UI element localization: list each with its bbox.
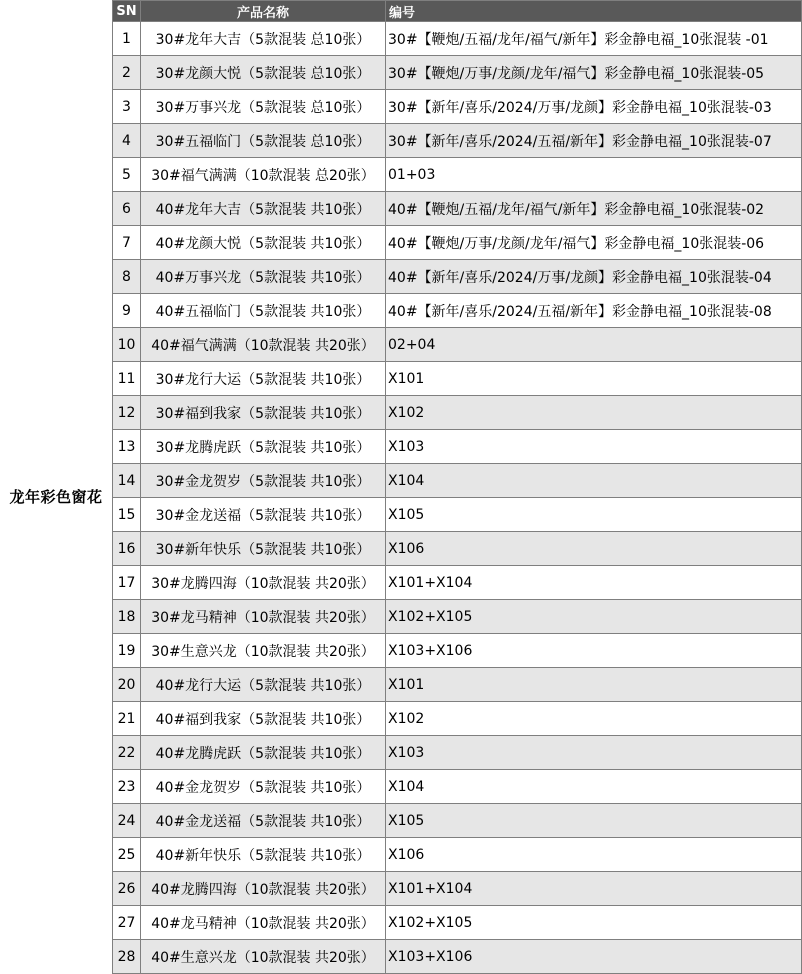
row-sn-cell: 8 <box>113 260 141 294</box>
table-row <box>113 22 802 56</box>
row-product-name-cell: 40#龙年大吉（5款混装 共10张） <box>141 192 386 226</box>
row-sn-cell: 21 <box>113 702 141 736</box>
row-code-cell: X104 <box>386 464 802 498</box>
row-product-name-cell: 30#新年快乐（5款混装 共10张） <box>141 532 386 566</box>
table-row <box>113 430 802 464</box>
table-row <box>113 56 802 90</box>
row-code-cell: X101 <box>386 668 802 702</box>
table-row <box>113 464 802 498</box>
row-sn-cell: 2 <box>113 56 141 90</box>
table-row <box>113 770 802 804</box>
row-product-name-cell: 30#龙腾虎跃（5款混装 共10张） <box>141 430 386 464</box>
header-code: 编号 <box>386 1 802 22</box>
row-sn-cell: 4 <box>113 124 141 158</box>
row-product-name-cell: 30#龙年大吉（5款混装 总10张） <box>141 22 386 56</box>
row-sn-cell: 23 <box>113 770 141 804</box>
row-product-name-cell: 40#龙腾四海（10款混装 共20张） <box>141 872 386 906</box>
row-product-name-cell: 30#五福临门（5款混装 总10张） <box>141 124 386 158</box>
row-code-cell: X102 <box>386 702 802 736</box>
table-row <box>113 158 802 192</box>
table-row <box>113 362 802 396</box>
row-code-cell: 40#【新年/喜乐/2024/万事/龙颜】彩金静电福_10张混装-04 <box>386 260 802 294</box>
row-product-name-cell: 40#新年快乐（5款混装 共10张） <box>141 838 386 872</box>
row-product-name-cell: 30#金龙送福（5款混装 共10张） <box>141 498 386 532</box>
table-row <box>113 940 802 974</box>
row-product-name-cell: 30#龙颜大悦（5款混装 总10张） <box>141 56 386 90</box>
row-code-cell: X103+X106 <box>386 940 802 974</box>
row-sn-cell: 19 <box>113 634 141 668</box>
row-product-name-cell: 40#福气满满（10款混装 共20张） <box>141 328 386 362</box>
row-sn-cell: 7 <box>113 226 141 260</box>
row-sn-cell: 20 <box>113 668 141 702</box>
table-row <box>113 90 802 124</box>
row-product-name-cell: 40#龙行大运（5款混装 共10张） <box>141 668 386 702</box>
row-product-name-cell: 40#龙马精神（10款混装 共20张） <box>141 906 386 940</box>
table-row <box>113 328 802 362</box>
row-code-cell: 40#【鞭炮/万事/龙颜/龙年/福气】彩金静电福_10张混装-06 <box>386 226 802 260</box>
row-sn-cell: 5 <box>113 158 141 192</box>
row-product-name-cell: 40#金龙送福（5款混装 共10张） <box>141 804 386 838</box>
row-sn-cell: 10 <box>113 328 141 362</box>
row-sn-cell: 22 <box>113 736 141 770</box>
row-sn-cell: 27 <box>113 906 141 940</box>
row-product-name-cell: 30#生意兴龙（10款混装 共20张） <box>141 634 386 668</box>
row-product-name-cell: 30#福到我家（5款混装 共10张） <box>141 396 386 430</box>
table-row <box>113 260 802 294</box>
row-sn-cell: 25 <box>113 838 141 872</box>
row-sn-cell: 18 <box>113 600 141 634</box>
table-row <box>113 872 802 906</box>
table-row <box>113 532 802 566</box>
header-row <box>113 1 802 22</box>
row-sn-cell: 24 <box>113 804 141 838</box>
table-row <box>113 634 802 668</box>
row-sn-cell: 1 <box>113 22 141 56</box>
row-sn-cell: 6 <box>113 192 141 226</box>
table-row <box>113 600 802 634</box>
row-code-cell: X103+X106 <box>386 634 802 668</box>
table-row <box>113 736 802 770</box>
row-product-name-cell: 30#金龙贺岁（5款混装 共10张） <box>141 464 386 498</box>
row-product-name-cell: 30#福气满满（10款混装 总20张） <box>141 158 386 192</box>
row-sn-cell: 28 <box>113 940 141 974</box>
row-code-cell: X106 <box>386 838 802 872</box>
row-product-name-cell: 40#五福临门（5款混装 共10张） <box>141 294 386 328</box>
table-row <box>113 906 802 940</box>
row-code-cell: 30#【鞭炮/万事/龙颜/龙年/福气】彩金静电福_10张混装-05 <box>386 56 802 90</box>
row-sn-cell: 13 <box>113 430 141 464</box>
row-code-cell: X105 <box>386 804 802 838</box>
row-sn-cell: 16 <box>113 532 141 566</box>
row-code-cell: 30#【新年/喜乐/2024/万事/龙颜】彩金静电福_10张混装-03 <box>386 90 802 124</box>
product-table <box>112 0 802 974</box>
row-product-name-cell: 40#金龙贺岁（5款混装 共10张） <box>141 770 386 804</box>
row-code-cell: X103 <box>386 430 802 464</box>
row-code-cell: X104 <box>386 770 802 804</box>
row-code-cell: X101 <box>386 362 802 396</box>
table-row <box>113 702 802 736</box>
row-code-cell: X106 <box>386 532 802 566</box>
row-code-cell: 02+04 <box>386 328 802 362</box>
row-code-cell: 01+03 <box>386 158 802 192</box>
row-product-name-cell: 40#龙颜大悦（5款混装 共10张） <box>141 226 386 260</box>
row-code-cell: X102 <box>386 396 802 430</box>
row-product-name-cell: 40#龙腾虎跃（5款混装 共10张） <box>141 736 386 770</box>
table-body <box>113 22 802 974</box>
row-product-name-cell: 40#万事兴龙（5款混装 共10张） <box>141 260 386 294</box>
table-row <box>113 226 802 260</box>
row-code-cell: X105 <box>386 498 802 532</box>
table-row <box>113 294 802 328</box>
row-code-cell: 30#【鞭炮/五福/龙年/福气/新年】彩金静电福_10张混装 -01 <box>386 22 802 56</box>
header-product-name: 产品名称 <box>141 1 386 22</box>
row-sn-cell: 12 <box>113 396 141 430</box>
row-product-name-cell: 30#龙行大运（5款混装 共10张） <box>141 362 386 396</box>
table-row <box>113 192 802 226</box>
table-row <box>113 668 802 702</box>
row-code-cell: 30#【新年/喜乐/2024/五福/新年】彩金静电福_10张混装-07 <box>386 124 802 158</box>
row-product-name-cell: 40#福到我家（5款混装 共10张） <box>141 702 386 736</box>
table-row <box>113 804 802 838</box>
row-code-cell: X101+X104 <box>386 566 802 600</box>
row-sn-cell: 9 <box>113 294 141 328</box>
header-sn: SN <box>113 1 141 22</box>
row-product-name-cell: 30#万事兴龙（5款混装 总10张） <box>141 90 386 124</box>
category-label: 龙年彩色窗花 <box>9 487 103 506</box>
row-code-cell: X102+X105 <box>386 906 802 940</box>
row-code-cell: X103 <box>386 736 802 770</box>
table-row <box>113 838 802 872</box>
table-row <box>113 498 802 532</box>
table-row <box>113 396 802 430</box>
row-product-name-cell: 30#龙马精神（10款混装 共20张） <box>141 600 386 634</box>
row-sn-cell: 17 <box>113 566 141 600</box>
table-row <box>113 566 802 600</box>
row-sn-cell: 14 <box>113 464 141 498</box>
row-code-cell: X102+X105 <box>386 600 802 634</box>
row-code-cell: X101+X104 <box>386 872 802 906</box>
table-row <box>113 124 802 158</box>
row-code-cell: 40#【鞭炮/五福/龙年/福气/新年】彩金静电福_10张混装-02 <box>386 192 802 226</box>
row-sn-cell: 15 <box>113 498 141 532</box>
row-product-name-cell: 30#龙腾四海（10款混装 共20张） <box>141 566 386 600</box>
row-sn-cell: 26 <box>113 872 141 906</box>
row-sn-cell: 3 <box>113 90 141 124</box>
row-sn-cell: 11 <box>113 362 141 396</box>
row-code-cell: 40#【新年/喜乐/2024/五福/新年】彩金静电福_10张混装-08 <box>386 294 802 328</box>
row-product-name-cell: 40#生意兴龙（10款混装 共20张） <box>141 940 386 974</box>
